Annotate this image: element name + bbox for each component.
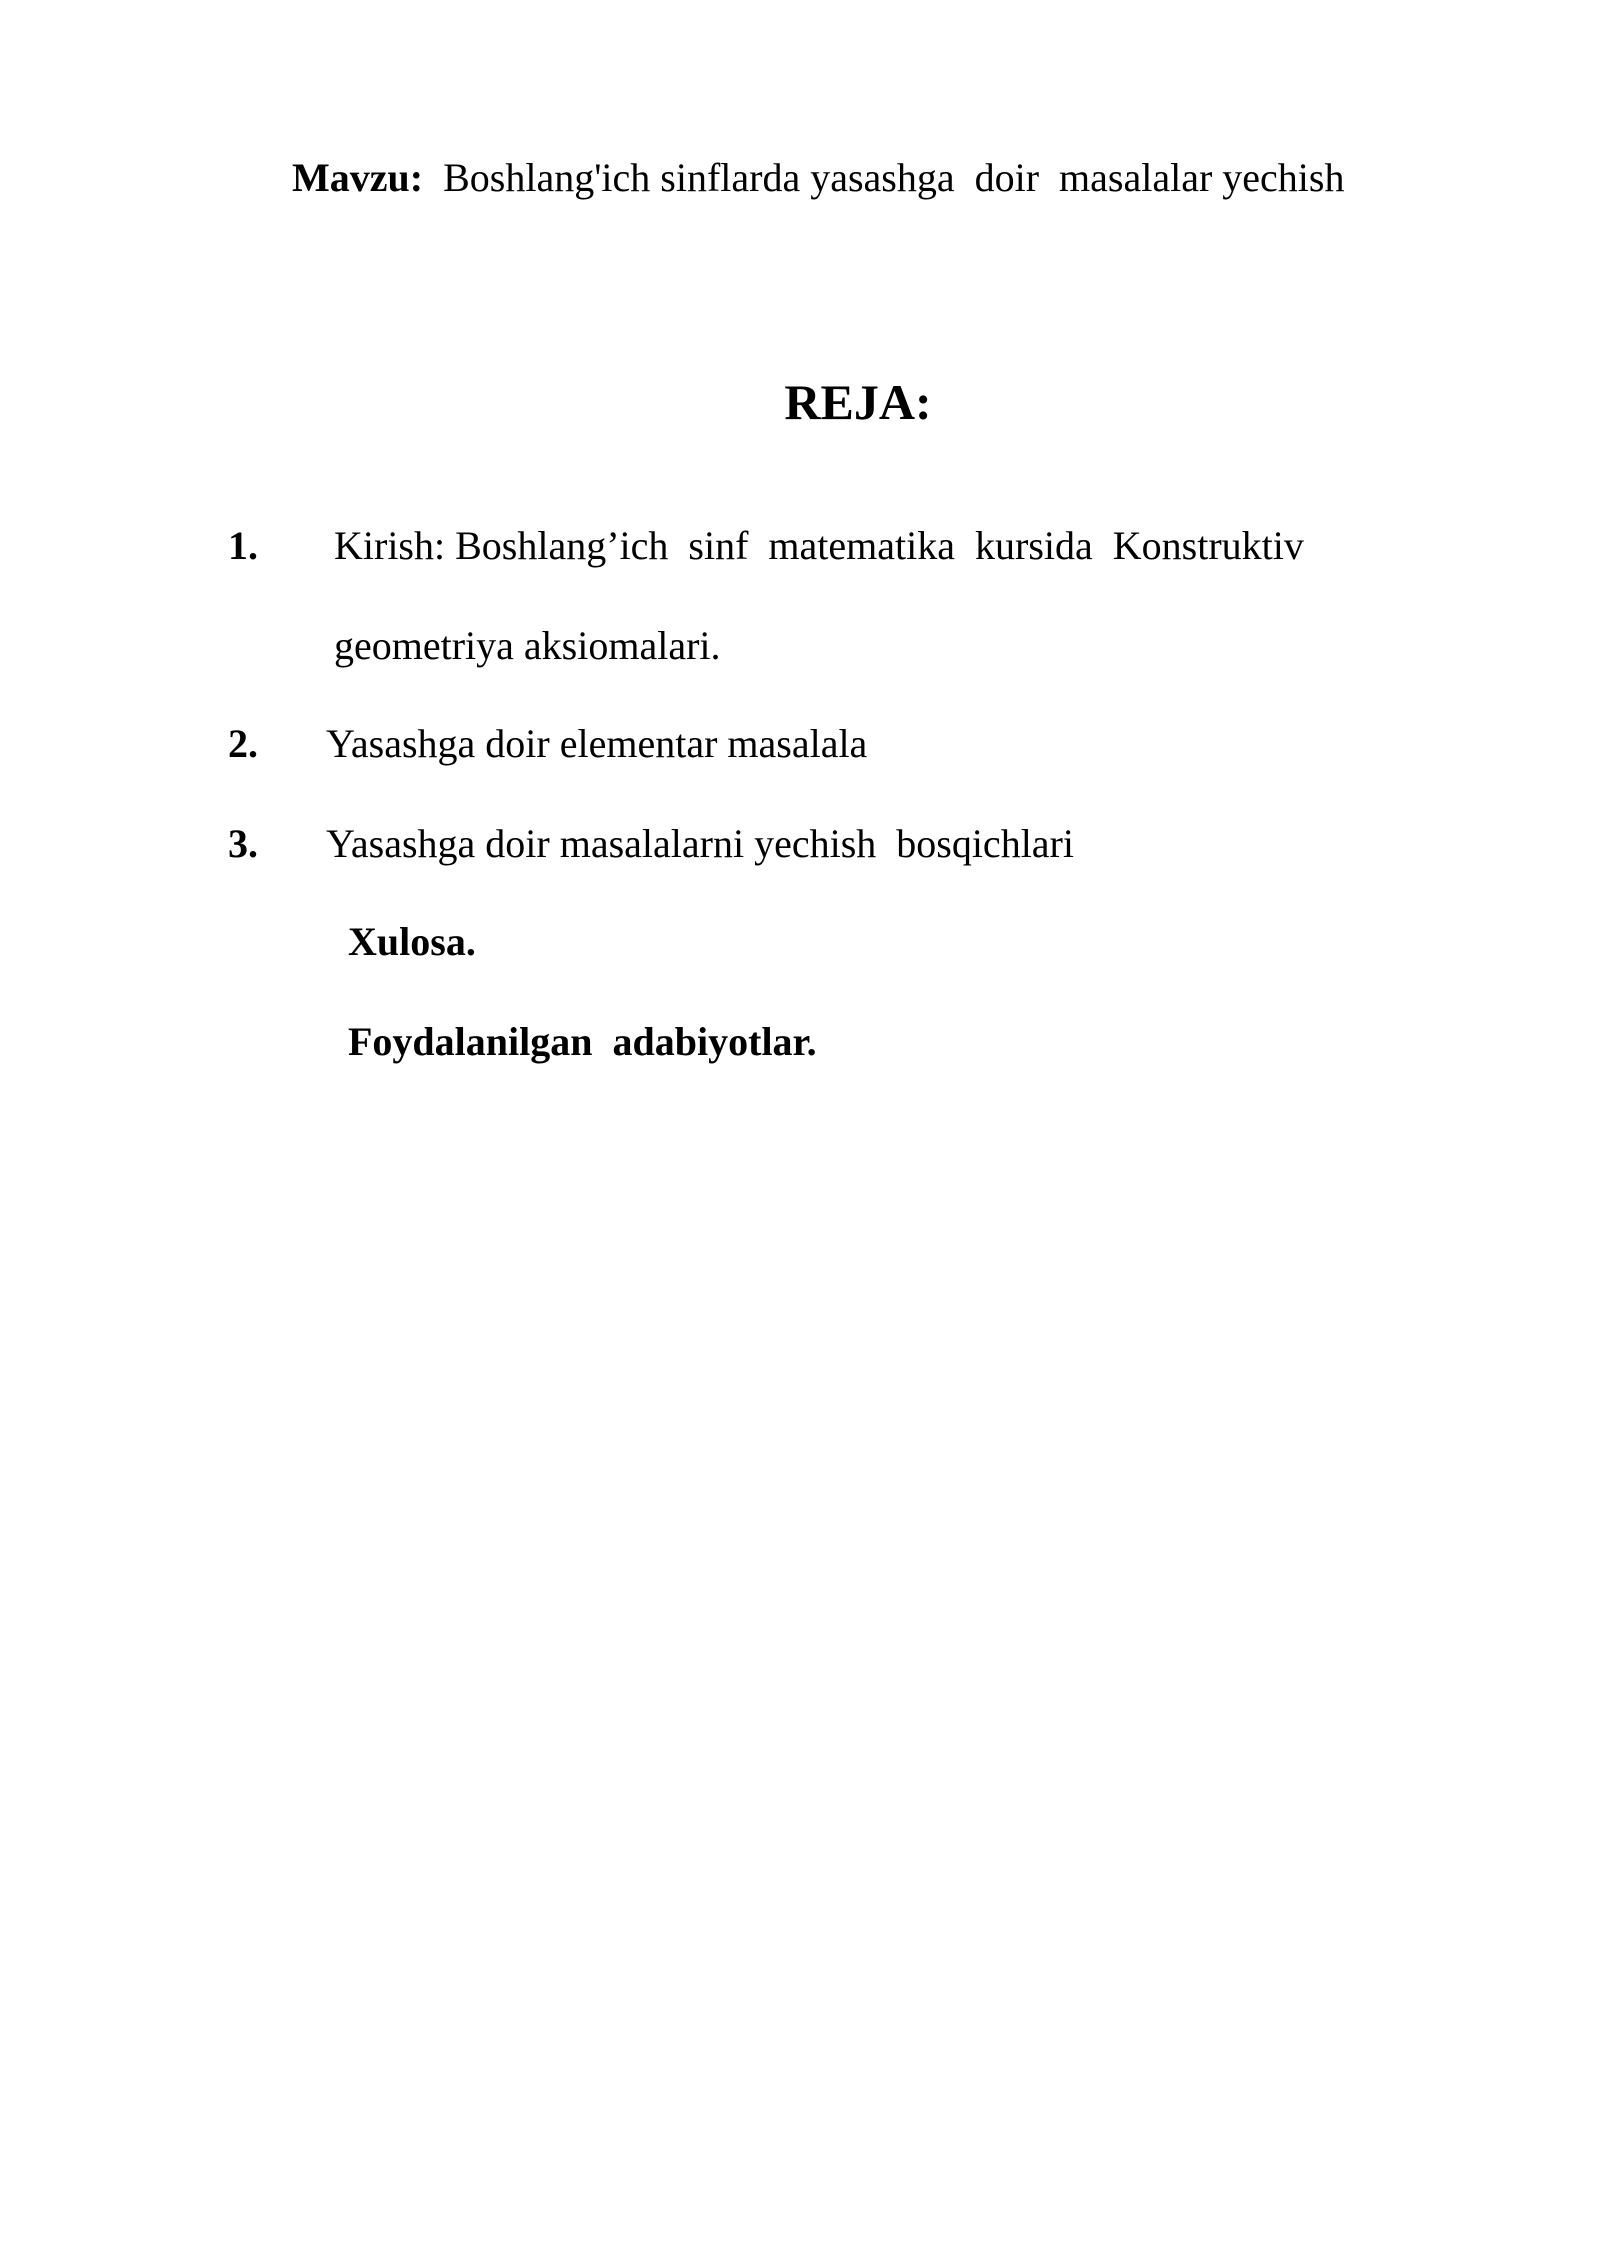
plan-item-2-number: 2. <box>228 721 258 766</box>
plan-item-1-line-1: Kirish: Boshlang’ich sinf matematika kursida Konstruktiv <box>334 523 1304 568</box>
references-line: Foydalanilgan adabiyotlar. <box>348 1019 817 1064</box>
topic-text: Boshlang'ich sinflarda yasashga doir masalalar yechish <box>423 155 1345 200</box>
plan-item-1-number: 1. <box>228 523 258 568</box>
plan-item-3-text: Yasashga doir masalalarni yechish bosqichlari <box>326 821 1074 866</box>
conclusion-line: Xulosa. <box>348 919 476 964</box>
plan-heading: REJA: <box>784 374 932 430</box>
plan-item-3-number: 3. <box>228 821 258 866</box>
topic-label: Mavzu: <box>292 155 424 200</box>
plan-item-1-line-2: geometriya aksiomalari. <box>334 623 721 668</box>
plan-item-2-text: Yasashga doir elementar masalala <box>326 721 868 766</box>
topic-line <box>292 150 1344 206</box>
